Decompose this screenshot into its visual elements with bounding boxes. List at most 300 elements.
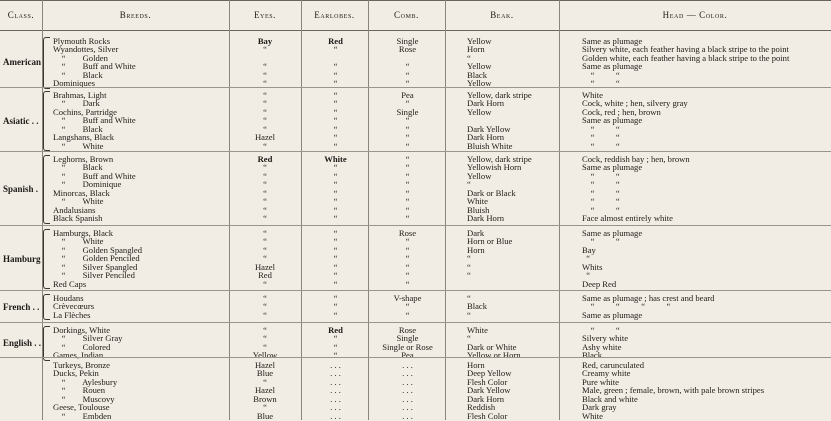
cell-beak: Yellow: [467, 106, 492, 117]
cell-breed: Dominiques: [53, 78, 96, 89]
cell-beak: “: [467, 293, 471, 303]
cell-breed: Black Spanish: [53, 213, 103, 224]
cell-comb: “: [405, 187, 410, 198]
cell-eyes: Hazel: [254, 261, 276, 272]
cell-ear: “: [333, 204, 338, 215]
class-label: Spanish .: [3, 183, 39, 194]
cell-comb: “: [405, 140, 410, 151]
cell-eyes: “: [263, 376, 267, 387]
cell-breed: Houdans: [53, 293, 84, 303]
table-row: [0, 71, 831, 79]
cell-comb: V-shape: [393, 293, 422, 303]
cell-head: Cock, white ; hen, silvery gray: [582, 98, 688, 109]
cell-head: “ “: [582, 325, 620, 335]
cell-head: “: [582, 270, 591, 281]
cell-beak: “: [467, 309, 471, 320]
cell-ear: Red: [328, 36, 343, 46]
cell-ear: “: [333, 244, 338, 255]
group-separator: [0, 290, 831, 291]
cell-breed: Red Caps: [53, 278, 87, 289]
cell-beak: Bluish: [467, 204, 490, 215]
cell-breed: “ Silver Spangled: [53, 261, 138, 272]
cell-eyes: “: [263, 106, 267, 117]
cell-eyes: “: [263, 253, 267, 264]
cell-head: Black and white: [582, 393, 638, 404]
cell-comb: Single: [396, 36, 419, 46]
cell-beak: Dark Horn: [467, 132, 504, 143]
header-comb: Comb.: [394, 10, 419, 20]
cell-ear: “: [333, 236, 338, 247]
table-row: [0, 294, 831, 302]
table-row: [0, 302, 831, 310]
table-header: [0, 0, 831, 31]
cell-eyes: “: [263, 140, 267, 151]
cell-head: “ “: [582, 69, 620, 80]
cell-ear: “: [333, 123, 338, 134]
cell-ear: “: [333, 350, 338, 361]
cell-head: Red, carunculated: [582, 360, 645, 370]
cell-breed: “ Golden Penciled: [53, 253, 140, 264]
cell-eyes: Blue: [256, 410, 274, 421]
cell-beak: “: [467, 270, 471, 281]
table-row: [0, 351, 831, 359]
cell-eyes: “: [263, 187, 267, 198]
cell-breed: Wyandottes, Silver: [53, 44, 119, 55]
table-row: [0, 311, 831, 319]
cell-eyes: “: [263, 196, 267, 207]
cell-ear: . . .: [330, 376, 341, 387]
cell-eyes: “: [263, 69, 267, 80]
cell-ear: “: [333, 253, 338, 264]
cell-ear: “: [333, 61, 338, 72]
cell-ear: “: [333, 179, 338, 190]
cell-head: “ “: [582, 179, 620, 190]
table-row: [0, 412, 831, 420]
cell-breed: “ White: [53, 196, 104, 207]
header-head-color: Head — Color.: [662, 10, 728, 20]
cell-head: “ “: [582, 236, 620, 247]
cell-head: Creamy white: [582, 368, 631, 379]
cell-comb: Single: [396, 106, 419, 117]
cell-eyes: Yellow: [252, 350, 278, 361]
cell-beak: Dark or Black: [467, 187, 516, 198]
cell-eyes: “: [263, 179, 267, 190]
cell-beak: “: [467, 333, 471, 344]
cell-beak: “: [467, 52, 471, 63]
cell-breed: “ Embden: [53, 410, 112, 421]
cell-breed: Games, Indian: [53, 350, 104, 361]
table-row: [0, 172, 831, 180]
cell-head: White: [582, 90, 603, 100]
cell-beak: White: [467, 196, 488, 207]
cell-breed: “ Golden Spangled: [53, 244, 143, 255]
group-separator: [0, 87, 831, 88]
cell-head: “ “: [582, 78, 620, 89]
cell-head: Bay: [582, 244, 596, 255]
cell-comb: . . .: [402, 410, 413, 421]
table-row: [0, 214, 831, 222]
cell-ear: . . .: [330, 368, 341, 379]
cell-head: Male, green ; female, brown, with pale brown stripes: [582, 385, 765, 396]
cell-beak: Deep Yellow: [467, 368, 512, 379]
class-label: Asiatic . .: [3, 115, 39, 126]
cell-head: White: [582, 410, 603, 421]
cell-breed: Dorkings, White: [53, 325, 111, 335]
cell-breed: “ White: [53, 140, 104, 151]
table-row: [0, 125, 831, 133]
group-brace: [43, 155, 50, 224]
cell-breed: Brahmas, Light: [53, 90, 107, 100]
cell-ear: Red: [328, 325, 343, 335]
table-row: [0, 197, 831, 205]
group-separator: [0, 225, 831, 226]
cell-eyes: “: [263, 228, 267, 238]
cell-ear: “: [333, 187, 338, 198]
cell-eyes: “: [263, 278, 267, 289]
cell-comb: “: [405, 115, 410, 126]
cell-comb: “: [405, 309, 410, 320]
table-row: [0, 395, 831, 403]
cell-comb: . . .: [402, 368, 413, 379]
cell-beak: Yellow: [467, 170, 492, 181]
cell-comb: . . .: [402, 393, 413, 404]
cell-eyes: Blue: [256, 368, 274, 379]
cell-ear: “: [333, 90, 338, 100]
cell-ear: . . .: [330, 402, 341, 413]
cell-comb: “: [405, 213, 410, 224]
cell-ear: “: [333, 106, 338, 117]
cell-beak: Horn: [467, 360, 485, 370]
cell-eyes: “: [263, 204, 267, 215]
cell-breed: “ Buff and White: [53, 61, 136, 72]
cell-beak: Yellow: [467, 36, 492, 46]
cell-comb: “: [405, 162, 410, 173]
cell-breed: Crèvecœurs: [53, 301, 95, 312]
cell-eyes: “: [263, 162, 267, 173]
cell-eyes: “: [263, 170, 267, 181]
header-breeds: Breeds.: [119, 10, 152, 20]
cell-beak: Flesh Color: [467, 410, 508, 421]
table-row: [0, 343, 831, 351]
cell-comb: “: [405, 244, 410, 255]
cell-comb: “: [405, 170, 410, 181]
cell-eyes: Hazel: [254, 360, 276, 370]
table-row: [0, 91, 831, 99]
cell-head: Pure white: [582, 376, 619, 387]
group-brace: [43, 326, 50, 361]
cell-comb: “: [405, 61, 410, 72]
class-label: American: [3, 57, 41, 68]
cell-ear: . . .: [330, 385, 341, 396]
cell-head: Same as plumage: [582, 36, 643, 46]
cell-beak: Yellow: [467, 78, 492, 89]
cell-ear: “: [333, 293, 338, 303]
class-label: Hamburg: [3, 253, 41, 264]
cell-beak: Horn or Blue: [467, 236, 513, 247]
cell-breed: “ Black: [53, 69, 103, 80]
cell-comb: “: [405, 196, 410, 207]
cell-head: Cock, reddish bay ; hen, brown: [582, 154, 690, 164]
cell-head: Dark gray: [582, 402, 617, 413]
cell-beak: Dark Horn: [467, 98, 504, 109]
cell-ear: “: [333, 69, 338, 80]
cell-ear: “: [333, 341, 338, 352]
cell-head: Same as plumage: [582, 61, 643, 72]
cell-eyes: “: [263, 293, 267, 303]
cell-comb: “: [405, 270, 410, 281]
cell-ear: “: [333, 170, 338, 181]
table-row: [0, 206, 831, 214]
cell-comb: “: [405, 132, 410, 143]
group-brace: [43, 37, 50, 89]
cell-breed: Ducks, Pekin: [53, 368, 99, 379]
cell-beak: Dark: [467, 228, 485, 238]
cell-head: Cock, red ; hen, brown: [582, 106, 661, 117]
cell-beak: “: [467, 253, 471, 264]
cell-beak: Bluish White: [467, 140, 513, 151]
cell-beak: Reddish: [467, 402, 496, 413]
cell-beak: Dark Yellow: [467, 385, 511, 396]
cell-head: “ “: [582, 204, 620, 215]
table-row: [0, 180, 831, 188]
cell-ear: “: [333, 309, 338, 320]
group-separator: [0, 357, 831, 358]
table-row: [0, 361, 831, 369]
cell-ear: “: [333, 132, 338, 143]
table-row: [0, 142, 831, 150]
cell-beak: Black: [467, 69, 488, 80]
cell-comb: . . .: [402, 402, 413, 413]
cell-eyes: Hazel: [254, 132, 276, 143]
cell-breed: “ Golden: [53, 52, 108, 63]
table-row: [0, 62, 831, 70]
cell-head: Face almost entirely white: [582, 213, 673, 224]
cell-ear: “: [333, 162, 338, 173]
cell-eyes: “: [263, 236, 267, 247]
cell-ear: “: [333, 261, 338, 272]
cell-comb: Rose: [398, 44, 417, 55]
cell-head: “: [582, 253, 591, 264]
class-label: French . .: [3, 301, 40, 312]
cell-comb: Pea: [401, 350, 414, 361]
cell-breed: Leghorns, Brown: [53, 154, 114, 164]
cell-ear: “: [333, 98, 338, 109]
cell-breed: “ Silver Gray: [53, 333, 123, 344]
cell-ear: . . .: [330, 393, 341, 404]
cell-comb: Rose: [398, 325, 417, 335]
cell-comb: Single: [396, 333, 419, 344]
cell-breed: “ Silver Penciled: [53, 270, 135, 281]
cell-eyes: “: [263, 44, 267, 55]
cell-head: Same as plumage: [582, 228, 643, 238]
cell-head: “ “: [582, 196, 620, 207]
cell-eyes: “: [263, 115, 267, 126]
cell-comb: “: [405, 123, 410, 134]
cell-beak: Yellow: [467, 61, 492, 72]
cell-head: “ “ “ “: [582, 301, 671, 312]
cell-ear: . . .: [330, 410, 341, 421]
cell-ear: “: [333, 301, 338, 312]
cell-eyes: “: [263, 213, 267, 224]
cell-breed: Turkeys, Bronze: [53, 360, 110, 370]
cell-head: “ “: [582, 187, 620, 198]
cell-head: “ “: [582, 132, 620, 143]
cell-breed: “ Black: [53, 123, 103, 134]
cell-breed: “ Dark: [53, 98, 100, 109]
cell-comb: Pea: [401, 90, 414, 100]
cell-head: Same as plumage ; has crest and beard: [582, 293, 715, 303]
cell-eyes: “: [263, 123, 267, 134]
cell-comb: “: [405, 78, 410, 89]
cell-breed: Andalusians: [53, 204, 96, 215]
cell-head: Silvery white, each feather having a black stripe to the point: [582, 44, 789, 55]
cell-ear: “: [333, 278, 338, 289]
cell-ear: “: [333, 196, 338, 207]
cell-head: Ashy white: [582, 341, 622, 352]
cell-beak: Black: [467, 301, 488, 312]
cell-breed: Cochins, Partridge: [53, 106, 117, 117]
table-row: [0, 403, 831, 411]
cell-comb: “: [405, 69, 410, 80]
table-row: [0, 229, 831, 237]
cell-head: Golden white, each feather having a black stripe to the point: [582, 52, 790, 63]
cell-eyes: “: [263, 301, 267, 312]
cell-beak: Dark Yellow: [467, 123, 511, 134]
cell-breed: “ Muscovy: [53, 393, 115, 404]
group-brace: [43, 229, 50, 289]
cell-eyes: “: [263, 325, 267, 335]
cell-eyes: “: [263, 244, 267, 255]
cell-comb: . . .: [402, 360, 413, 370]
cell-comb: “: [405, 278, 410, 289]
cell-comb: . . .: [402, 376, 413, 387]
group-separator: [0, 151, 831, 152]
table-row: [0, 271, 831, 279]
cell-ear: “: [333, 78, 338, 89]
header-eyes: Eyes.: [253, 10, 277, 20]
cell-beak: Yellow or Horn: [467, 350, 521, 361]
cell-beak: Dark or White: [467, 341, 517, 352]
cell-head: Same as plumage: [582, 309, 643, 320]
cell-ear: “: [333, 270, 338, 281]
class-label: English . .: [3, 337, 42, 348]
cell-ear: “: [333, 333, 338, 344]
cell-eyes: Hazel: [254, 385, 276, 396]
cell-eyes: Brown: [253, 393, 277, 404]
cell-comb: “: [405, 236, 410, 247]
table-row: [0, 133, 831, 141]
cell-breed: “ Buff and White: [53, 170, 136, 181]
cell-comb: “: [405, 98, 410, 109]
cell-comb: “: [405, 204, 410, 215]
cell-eyes: “: [263, 61, 267, 72]
cell-breed: “ Rouen: [53, 385, 106, 396]
cell-ear: White: [324, 154, 347, 164]
header-beak: Beak.: [490, 10, 514, 20]
cell-comb: . . .: [402, 385, 413, 396]
cell-head: “ “: [582, 170, 620, 181]
cell-beak: “: [467, 261, 471, 272]
cell-breed: “ White: [53, 236, 104, 247]
cell-head: Same as plumage: [582, 162, 643, 173]
cell-beak: Flesh Color: [467, 376, 508, 387]
cell-breed: Plymouth Rocks: [53, 36, 111, 46]
cell-eyes: “: [263, 78, 267, 89]
cell-breed: Minorcas, Black: [53, 187, 110, 198]
table-row: [0, 386, 831, 394]
cell-comb: “: [405, 301, 410, 312]
cell-ear: “: [333, 115, 338, 126]
header-class: Class.: [7, 10, 35, 20]
cell-beak: Dark Horn: [467, 393, 504, 404]
cell-eyes: “: [263, 333, 267, 344]
cell-comb: “: [405, 253, 410, 264]
header-earlobes: Earlobes.: [314, 10, 355, 20]
table-row: [0, 369, 831, 377]
group-brace: [43, 91, 50, 151]
cell-beak: Horn: [467, 44, 485, 55]
cell-eyes: “: [263, 341, 267, 352]
cell-ear: “: [333, 213, 338, 224]
cell-comb: “: [405, 154, 410, 164]
table-row: [0, 189, 831, 197]
cell-eyes: Red: [257, 154, 273, 164]
cell-breed: “ Black: [53, 162, 103, 173]
cell-beak: Yellow, dark stripe: [467, 154, 532, 164]
cell-breed: “ Aylesbury: [53, 376, 118, 387]
cell-head: Deep Red: [582, 278, 617, 289]
cell-head: Whits: [582, 261, 603, 272]
cell-beak: Yellowish Horn: [467, 162, 522, 173]
table-row: [0, 280, 831, 288]
cell-comb: Single or Rose: [382, 341, 433, 352]
cell-breed: Hamburgs, Black: [53, 228, 113, 238]
group-separator: [0, 322, 831, 323]
cell-head: “ “: [582, 123, 620, 134]
table-row: [0, 116, 831, 124]
cell-eyes: “: [263, 402, 267, 413]
cell-beak: White: [467, 325, 488, 335]
cell-head: “ “: [582, 140, 620, 151]
cell-beak: “: [467, 179, 471, 190]
cell-eyes: “: [263, 98, 267, 109]
cell-breed: “ Buff and White: [53, 115, 136, 126]
cell-comb: “: [405, 261, 410, 272]
cell-breed: Langshans, Black: [53, 132, 115, 143]
cell-ear: “: [333, 140, 338, 151]
cell-eyes: “: [263, 309, 267, 320]
cell-beak: Dark Horn: [467, 213, 504, 224]
cell-eyes: Bay: [257, 36, 273, 46]
group-brace: [43, 294, 50, 320]
cell-beak: Horn: [467, 244, 485, 255]
cell-comb: Rose: [398, 228, 417, 238]
cell-ear: “: [333, 228, 338, 238]
cell-breed: “ Colored: [53, 341, 111, 352]
table-row: [0, 155, 831, 163]
cell-breed: La Flèches: [53, 309, 91, 320]
cell-beak: Yellow, dark stripe: [467, 90, 532, 100]
cell-breed: “ Dominique: [53, 179, 122, 190]
cell-eyes: “: [263, 90, 267, 100]
cell-head: Same as plumage: [582, 115, 643, 126]
cell-head: Black: [582, 350, 603, 361]
cell-eyes: Red: [258, 270, 272, 281]
cell-head: Silvery white: [582, 333, 629, 344]
cell-ear: . . .: [330, 360, 341, 370]
cell-breed: Geese, Toulouse: [53, 402, 110, 413]
cell-comb: “: [405, 179, 410, 190]
